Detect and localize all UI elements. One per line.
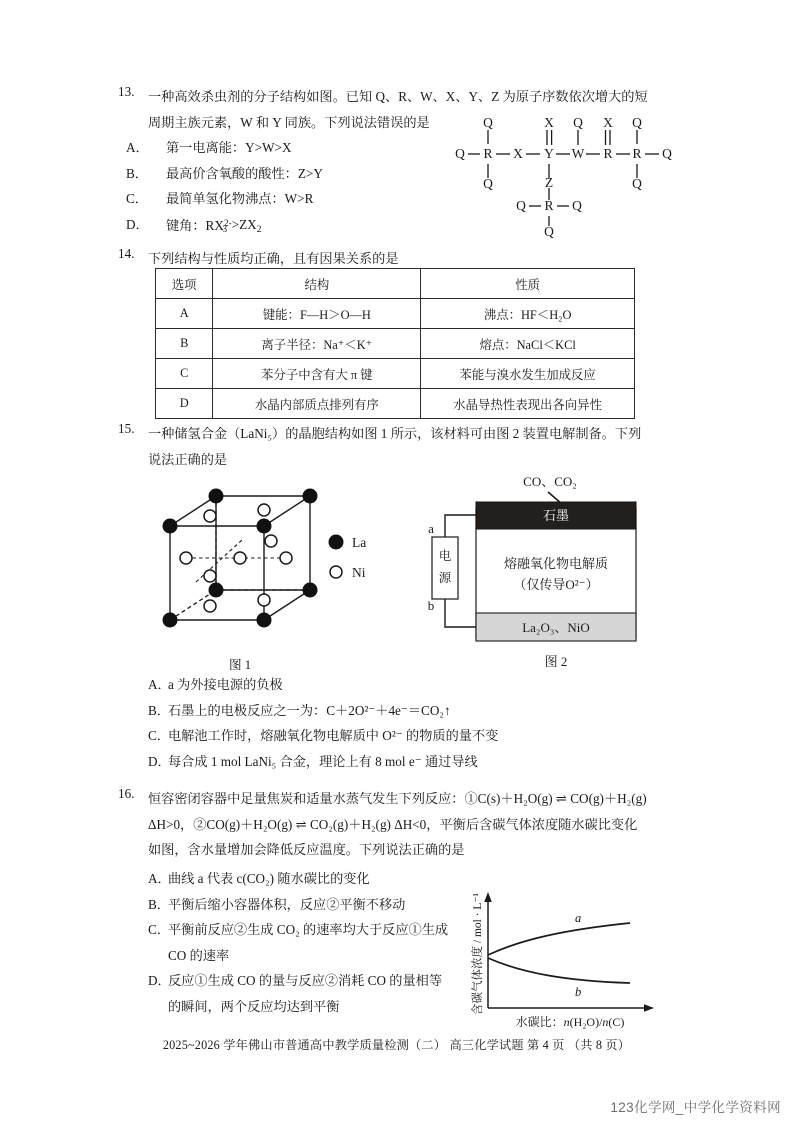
- power-supply-label-2: 源: [438, 571, 452, 585]
- atom-q-right: Q: [662, 146, 672, 162]
- question-16-stem-line-3: 如图，含水量增加会降低反应温度。下列说法正确的是: [148, 842, 465, 857]
- ni-atom: [258, 504, 270, 516]
- row-a-structure: 键能：F—H＞O—H: [213, 299, 421, 329]
- question-15-option-b[interactable]: [148, 698, 693, 724]
- option-b-label: B．: [126, 165, 148, 181]
- q15-option-b-text: 石墨上的电极反应之一为：C＋2O²⁻＋4e⁻＝CO₂↑: [168, 702, 451, 718]
- terminal-a-label: a: [428, 521, 434, 536]
- curve-b: [488, 958, 630, 983]
- option-d-charge: 2-: [223, 218, 232, 229]
- atom-x-top-2: X: [603, 115, 613, 131]
- electrolysis-svg: [420, 470, 685, 675]
- chart-svg: [470, 880, 690, 1030]
- la-atom: [303, 489, 318, 504]
- q15-option-b-label: B．: [148, 702, 170, 718]
- la-atom: [209, 583, 224, 598]
- graphite-anode-label: 石墨: [542, 508, 570, 523]
- option-b-text: 最高价含氧酸的酸性：Z>Y: [166, 165, 323, 181]
- y-axis-arrow: [484, 892, 492, 902]
- table-header-row: [156, 269, 635, 299]
- atom-q-top-3: Q: [632, 115, 642, 131]
- option-c-text: 最简单氢化物沸点：W>R: [166, 191, 314, 206]
- question-16-stem: [148, 786, 693, 863]
- option-d-subscript: 3: [222, 224, 228, 235]
- table-row[interactable]: [156, 299, 635, 329]
- ni-atom: [265, 535, 277, 547]
- q16-option-c-continued: CO 的速率: [168, 947, 230, 963]
- molecule-svg: [452, 108, 702, 238]
- ni-atoms: [180, 504, 292, 612]
- atom-q-left: Q: [455, 146, 465, 162]
- figure-1-caption: 图 1: [228, 658, 252, 672]
- legend-ni-label: Ni: [352, 565, 366, 580]
- question-16-option-c[interactable]: [148, 917, 478, 943]
- atom-r-4: R: [544, 198, 554, 214]
- q16-option-d-label: D．: [148, 973, 171, 988]
- ni-atom: [204, 510, 216, 522]
- ni-atom: [234, 552, 246, 564]
- atom-w: W: [571, 146, 585, 162]
- structure-property-table: [155, 268, 635, 419]
- terminal-b-label: b: [427, 598, 435, 613]
- question-16-option-d[interactable]: [148, 968, 478, 994]
- q16-option-d-continued: 的瞬间，两个反应均达到平衡: [168, 998, 340, 1014]
- row-d-property: 水晶导热性表现出各向异性: [421, 389, 635, 419]
- x-axis-arrow: [644, 1004, 654, 1012]
- la-atom: [257, 613, 272, 628]
- electrolyte-label-line2: （仅传导O²⁻）: [513, 577, 599, 592]
- cathode-label: La₂O₃、NiO: [522, 620, 590, 635]
- row-a-option: A: [156, 299, 213, 329]
- chart-axes: [488, 898, 648, 1008]
- electrolysis-figure: [420, 470, 685, 675]
- atom-q-bottom-2: Q: [632, 176, 642, 192]
- atom-q-bottom-1: Q: [483, 176, 493, 192]
- crystal-cell-figure: [160, 478, 395, 673]
- ni-atom: [204, 570, 216, 582]
- q15-option-a-label: A．: [148, 677, 171, 692]
- la-atom: [163, 613, 178, 628]
- row-c-structure: 苯分子中含有大 π 键: [213, 359, 421, 389]
- q15-option-c-label: C．: [148, 728, 170, 743]
- q15-option-d-label: D．: [148, 753, 171, 769]
- question-16: [118, 786, 693, 863]
- legend-la-label: La: [352, 535, 367, 550]
- molecular-structure-diagram: [452, 108, 702, 238]
- question-15-option-a[interactable]: [148, 672, 693, 698]
- atom-y: Y: [544, 146, 554, 162]
- row-d-option: D: [156, 389, 213, 419]
- row-b-option: B: [156, 329, 213, 359]
- figure-2-caption: 图 2: [544, 654, 568, 669]
- question-15: [118, 421, 693, 472]
- option-d-label: D．: [126, 217, 149, 233]
- atom-q-branch-left: Q: [516, 198, 526, 214]
- atom-q-top-2: Q: [573, 115, 583, 131]
- power-supply: [432, 537, 458, 599]
- la-atom: [257, 519, 272, 534]
- curve-a: [488, 923, 630, 955]
- chart-x-axis-label: 水碳比：n(H₂O)/n(C): [515, 1015, 625, 1029]
- q16-option-c-label: C．: [148, 922, 170, 937]
- row-a-property: 沸点：HF＜H₂O: [421, 299, 635, 329]
- option-d-text: 键角：RX: [166, 217, 224, 233]
- page-footer: 2025~2026 学年佛山市普通高中教学质量检测（二） 高三化学试题 第 4 页 （共 8 页）: [162, 1038, 631, 1052]
- question-16-option-b[interactable]: [148, 892, 478, 918]
- row-b-structure: 离子半径：Na⁺＜K⁺: [213, 329, 421, 359]
- question-15-stem: [148, 421, 693, 472]
- q16-option-b-text: 平衡后缩小容器体积，反应②平衡不移动: [168, 896, 406, 912]
- q16-option-c-text: 平衡前反应②生成 CO₂ 的速率均大于反应①生成: [168, 922, 449, 937]
- header-property: 性质: [421, 269, 635, 299]
- ni-atom: [280, 552, 292, 564]
- q15-option-c-text: 电解池工作时，熔融氧化物电解质中 O²⁻ 的物质的量不变: [168, 728, 499, 743]
- table-row[interactable]: [156, 389, 635, 419]
- la-atom: [163, 519, 178, 534]
- question-16-number: 16.: [118, 786, 135, 801]
- atom-q-branch-bottom: Q: [544, 224, 554, 238]
- question-16-stem-line-1: 恒容密闭容器中足量焦炭和适量水蒸气发生下列反应：①C(s)＋H₂O(g) ⇌ CO(g)＋H₂(g): [148, 791, 647, 806]
- option-c-label: C．: [126, 191, 148, 206]
- question-15-stem-line-2: 说法正确的是: [148, 451, 228, 467]
- option-d-subscript-2: 2: [256, 224, 262, 235]
- question-13-number: 13.: [118, 84, 135, 99]
- ni-atom: [258, 594, 270, 606]
- atom-x-1: X: [513, 146, 523, 162]
- gas-product-label: CO、CO₂: [523, 474, 577, 489]
- watermark: 123化学网_中学化学资料网: [610, 1100, 781, 1115]
- header-structure: 结构: [213, 269, 421, 299]
- option-d-text-post: >ZX: [231, 217, 257, 233]
- q16-option-d-text: 反应①生成 CO 的量与反应②消耗 CO 的量相等: [168, 973, 443, 988]
- header-option: 选项: [156, 269, 213, 299]
- q16-option-a-label: A．: [148, 871, 171, 886]
- atom-q-top-1: Q: [483, 115, 493, 131]
- q16-option-b-label: B．: [148, 896, 170, 912]
- concentration-vs-ratio-chart: [470, 880, 690, 1030]
- q15-option-a-text: a 为外接电源的负极: [168, 677, 283, 692]
- question-16-stem-line-2: ΔH>0，②CO(g)＋H₂O(g) ⇌ CO₂(g)＋H₂(g) ΔH<0，平衡后含碳气体浓度随水碳比变化: [148, 816, 638, 832]
- la-atom: [303, 583, 318, 598]
- legend-ni-marker: [330, 566, 342, 578]
- question-14-table-wrapper: [155, 268, 635, 419]
- atom-r-3: R: [632, 146, 642, 162]
- question-13-stem-line-1: 一种高效杀虫剂的分子结构如图。已知 Q、R、W、X、Y、Z 为原子序数依次增大的短: [148, 89, 648, 104]
- question-13-stem-line-2: 周期主族元素，W 和 Y 同族。下列说法错误的是: [148, 114, 430, 130]
- row-b-property: 熔点：NaCl＜KCl: [421, 329, 635, 359]
- legend-la-marker: [329, 535, 344, 550]
- question-15-stem-line-1: 一种储氢合金（LaNi₅）的晶胞结构如图 1 所示，该材料可由图 2 装置电解制备。下列: [148, 426, 642, 441]
- la-atom: [209, 489, 224, 504]
- crystal-cell-svg: [160, 478, 395, 673]
- atom-r-2: R: [603, 146, 613, 162]
- ni-atom: [180, 552, 192, 564]
- question-15-number: 15.: [118, 421, 135, 436]
- row-d-structure: 水晶内部质点排列有序: [213, 389, 421, 419]
- question-16-options: [118, 866, 478, 1019]
- question-15-options: [118, 672, 693, 774]
- row-c-property: 苯能与溴水发生加成反应: [421, 359, 635, 389]
- table-row[interactable]: [156, 329, 635, 359]
- electrolyte-label-line1: 熔融氧化物电解质: [503, 556, 609, 571]
- question-14-stem-line-1: 下列结构与性质均正确，且有因果关系的是: [148, 251, 399, 266]
- curve-a-label: a: [575, 911, 582, 925]
- atom-x-top: X: [544, 115, 554, 131]
- question-16-option-a[interactable]: [148, 866, 478, 892]
- option-a-label: A．: [126, 140, 149, 155]
- ni-atom: [204, 600, 216, 612]
- curve-b-label: b: [575, 985, 582, 999]
- option-a-text: 第一电离能：Y>W>X: [166, 140, 292, 155]
- question-15-option-c[interactable]: [148, 723, 693, 749]
- table-row[interactable]: [156, 359, 635, 389]
- atom-q-branch-right: Q: [572, 198, 582, 214]
- atom-r-1: R: [483, 146, 493, 162]
- question-15-option-d[interactable]: [148, 749, 693, 775]
- row-c-option: C: [156, 359, 213, 389]
- atom-z: Z: [544, 175, 554, 191]
- q16-option-a-text: 曲线 a 代表 c(CO₂) 随水碳比的变化: [168, 871, 370, 886]
- q15-option-d-text: 每合成 1 mol LaNi₅ 合金，理论上有 8 mol e⁻ 通过导线: [168, 753, 478, 769]
- power-supply-label-1: 电: [438, 549, 452, 563]
- question-14-number: 14.: [118, 246, 135, 261]
- chart-y-axis-label: 含碳气体浓度 / mol · L⁻¹: [472, 893, 484, 1015]
